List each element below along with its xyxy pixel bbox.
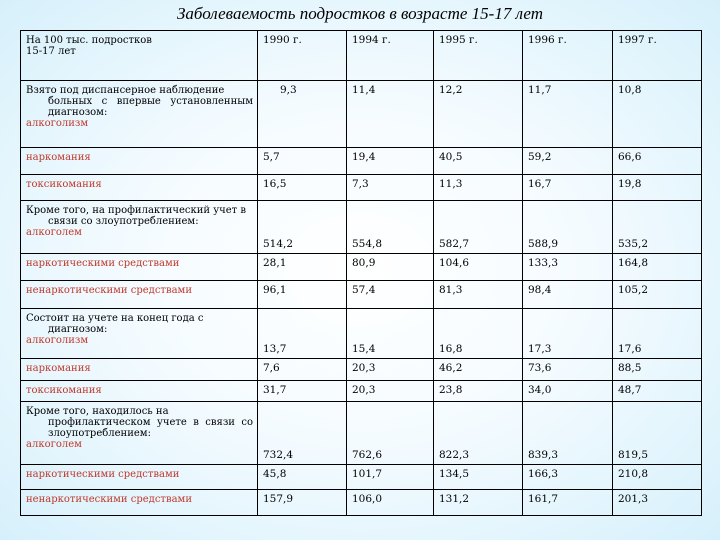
row-label: наркотическими средствами (21, 465, 258, 490)
section-intro-rest: больных с впервые установленным диагнозом: (48, 96, 253, 118)
table-row (21, 254, 702, 281)
table-cell: 11,4 (347, 81, 434, 148)
table-cell: 514,2 (258, 201, 347, 254)
year-header: 1994 г. (347, 31, 434, 81)
table-cell: 582,7 (434, 201, 523, 254)
table-cell: 133,3 (523, 254, 613, 281)
table-row (21, 381, 702, 402)
table-row (21, 359, 702, 381)
table-cell: 20,3 (347, 381, 434, 402)
table-cell: 7,6 (258, 359, 347, 381)
table-row (21, 175, 702, 201)
table-cell: 101,7 (347, 465, 434, 490)
table-cell: 12,2 (434, 81, 523, 148)
section-label-cell (21, 201, 258, 254)
table-cell: 13,7 (258, 309, 347, 359)
table-cell: 588,9 (523, 201, 613, 254)
table-cell: 11,3 (434, 175, 523, 201)
row-label: алкоголем (26, 439, 82, 450)
table-cell: 73,6 (523, 359, 613, 381)
table-row (21, 465, 702, 490)
table-row (21, 81, 702, 148)
table-cell: 106,0 (347, 490, 434, 516)
header-label-line2: 15-17 лет (26, 46, 76, 57)
page-title: Заболеваемость подростков в возрасте 15-17 лет (176, 4, 544, 23)
table-cell: 57,4 (347, 281, 434, 309)
section-intro-first: Кроме того, находилось на (26, 406, 169, 417)
row-label: алкоголизм (26, 118, 89, 129)
table-cell: 131,2 (434, 490, 523, 516)
table-cell: 16,7 (523, 175, 613, 201)
table-cell: 23,8 (434, 381, 523, 402)
table-cell: 839,3 (523, 402, 613, 465)
section-intro-first: Состоит на учете на конец года с (26, 313, 204, 324)
table-cell: 96,1 (258, 281, 347, 309)
table-cell: 554,8 (347, 201, 434, 254)
table-cell: 19,4 (347, 148, 434, 175)
morbidity-table (20, 30, 702, 516)
table-cell: 16,5 (258, 175, 347, 201)
table-cell: 16,8 (434, 309, 523, 359)
row-label: наркомания (21, 359, 258, 381)
table-cell: 31,7 (258, 381, 347, 402)
section-intro-rest: связи со злоупотреблением: (48, 216, 199, 227)
row-label: ненаркотическими средствами (21, 490, 258, 516)
section-label-cell (21, 81, 258, 148)
table-cell: 104,6 (434, 254, 523, 281)
table-cell: 157,9 (258, 490, 347, 516)
section-intro-rest: диагнозом: (48, 324, 108, 335)
table-cell: 201,3 (613, 490, 702, 516)
table-cell: 10,8 (613, 81, 702, 148)
table-cell: 7,3 (347, 175, 434, 201)
table-cell: 17,6 (613, 309, 702, 359)
table-cell: 20,3 (347, 359, 434, 381)
table-cell: 15,4 (347, 309, 434, 359)
table-cell: 134,5 (434, 465, 523, 490)
table-cell: 98,4 (523, 281, 613, 309)
section-intro-first: Взято под диспансерное наблюдение (26, 85, 225, 96)
header-label-line1: На 100 тыс. подростков (26, 35, 152, 46)
table-cell: 164,8 (613, 254, 702, 281)
table-cell: 105,2 (613, 281, 702, 309)
table-cell: 88,5 (613, 359, 702, 381)
table-cell: 535,2 (613, 201, 702, 254)
table-cell: 28,1 (258, 254, 347, 281)
row-label: токсикомания (21, 381, 258, 402)
table-cell: 210,8 (613, 465, 702, 490)
table-row (21, 148, 702, 175)
section-label-cell (21, 309, 258, 359)
table-cell: 9,3 (258, 81, 347, 148)
table-cell: 822,3 (434, 402, 523, 465)
table-cell: 59,2 (523, 148, 613, 175)
table-cell: 819,5 (613, 402, 702, 465)
table-row (21, 309, 702, 359)
row-label: наркомания (21, 148, 258, 175)
year-header: 1997 г. (613, 31, 702, 81)
row-label: алкоголем (26, 227, 82, 238)
year-header: 1990 г. (258, 31, 347, 81)
table-cell: 40,5 (434, 148, 523, 175)
table-cell: 46,2 (434, 359, 523, 381)
table-cell: 166,3 (523, 465, 613, 490)
table-cell: 48,7 (613, 381, 702, 402)
table-cell: 762,6 (347, 402, 434, 465)
year-header: 1996 г. (523, 31, 613, 81)
table-cell: 19,8 (613, 175, 702, 201)
table-row (21, 201, 702, 254)
table-cell: 161,7 (523, 490, 613, 516)
table-cell: 5,7 (258, 148, 347, 175)
table-cell: 11,7 (523, 81, 613, 148)
table-cell: 80,9 (347, 254, 434, 281)
table-cell: 45,8 (258, 465, 347, 490)
section-label-cell (21, 402, 258, 465)
table-row (21, 402, 702, 465)
row-label: ненаркотическими средствами (21, 281, 258, 309)
year-header: 1995 г. (434, 31, 523, 81)
table-row (21, 281, 702, 309)
row-label: наркотическими средствами (21, 254, 258, 281)
section-intro-first: Кроме того, на профилактический учет в (26, 205, 246, 216)
table-cell: 81,3 (434, 281, 523, 309)
table-cell: 66,6 (613, 148, 702, 175)
table-cell: 732,4 (258, 402, 347, 465)
table-cell: 34,0 (523, 381, 613, 402)
header-label-cell (21, 31, 258, 81)
row-label: токсикомания (21, 175, 258, 201)
row-label: алкоголизм (26, 335, 89, 346)
table-cell: 17,3 (523, 309, 613, 359)
header-row (21, 31, 702, 81)
section-intro-rest: профилактическом учете в связи со злоупотреблением: (48, 417, 253, 439)
table-row (21, 490, 702, 516)
